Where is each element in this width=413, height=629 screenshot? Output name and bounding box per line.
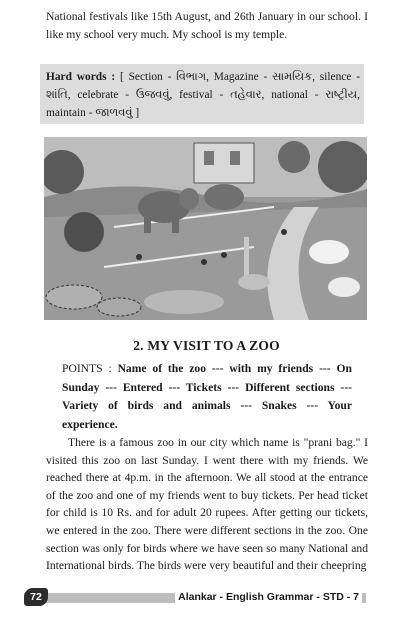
- page-footer: [24, 587, 366, 607]
- points-label: POINTS :: [62, 362, 112, 375]
- hard-words-box: [40, 64, 364, 124]
- zoo-illustration: [44, 137, 367, 320]
- top-paragraph: National festivals like 15th August, and 26th January in our school. I like my school very much. My school is my temple.: [46, 10, 368, 41]
- section-title: [0, 338, 413, 354]
- hard-words-label: Hard words :: [46, 71, 116, 83]
- section-heading: MY VISIT TO A ZOO: [147, 338, 280, 353]
- points-paragraph: [62, 360, 352, 434]
- hard-words-list: [ Section - વિભાગ, Magazine - સામયિક, silence - શાંતિ, celebrate - ઉજવવું, festival - તહેવાર, national - રાષ્ટ્રીય, maintain - જાળવવું ]: [46, 71, 360, 119]
- book-title: Alankar - English Grammar - STD - 7: [175, 590, 362, 604]
- page-number: 72: [24, 588, 48, 606]
- points-text: Name of the zoo --- with my friends --- On Sunday --- Entered --- Tickets --- Different sections --- Variety of birds and animals --- Snakes --- Your experience.: [62, 362, 352, 431]
- section-number: 2.: [133, 338, 144, 353]
- body-paragraph: There is a famous zoo in our city which name is "prani bag." I visited this zoo on last Sunday. I went there with my friends. We reached there at 4p.m. in the afternoon. We all stood at the entrance of the zoo and one of my friends went to buy tickets. Per head ticket for child is 10 Rs. and for adult 20 rupees. After getting our tickets, we entered in the zoo. There were different sections in the zoo. One section was only for birds where we have seen so many National and International birds. The birds were very beautiful and their cheepring: [46, 436, 368, 573]
